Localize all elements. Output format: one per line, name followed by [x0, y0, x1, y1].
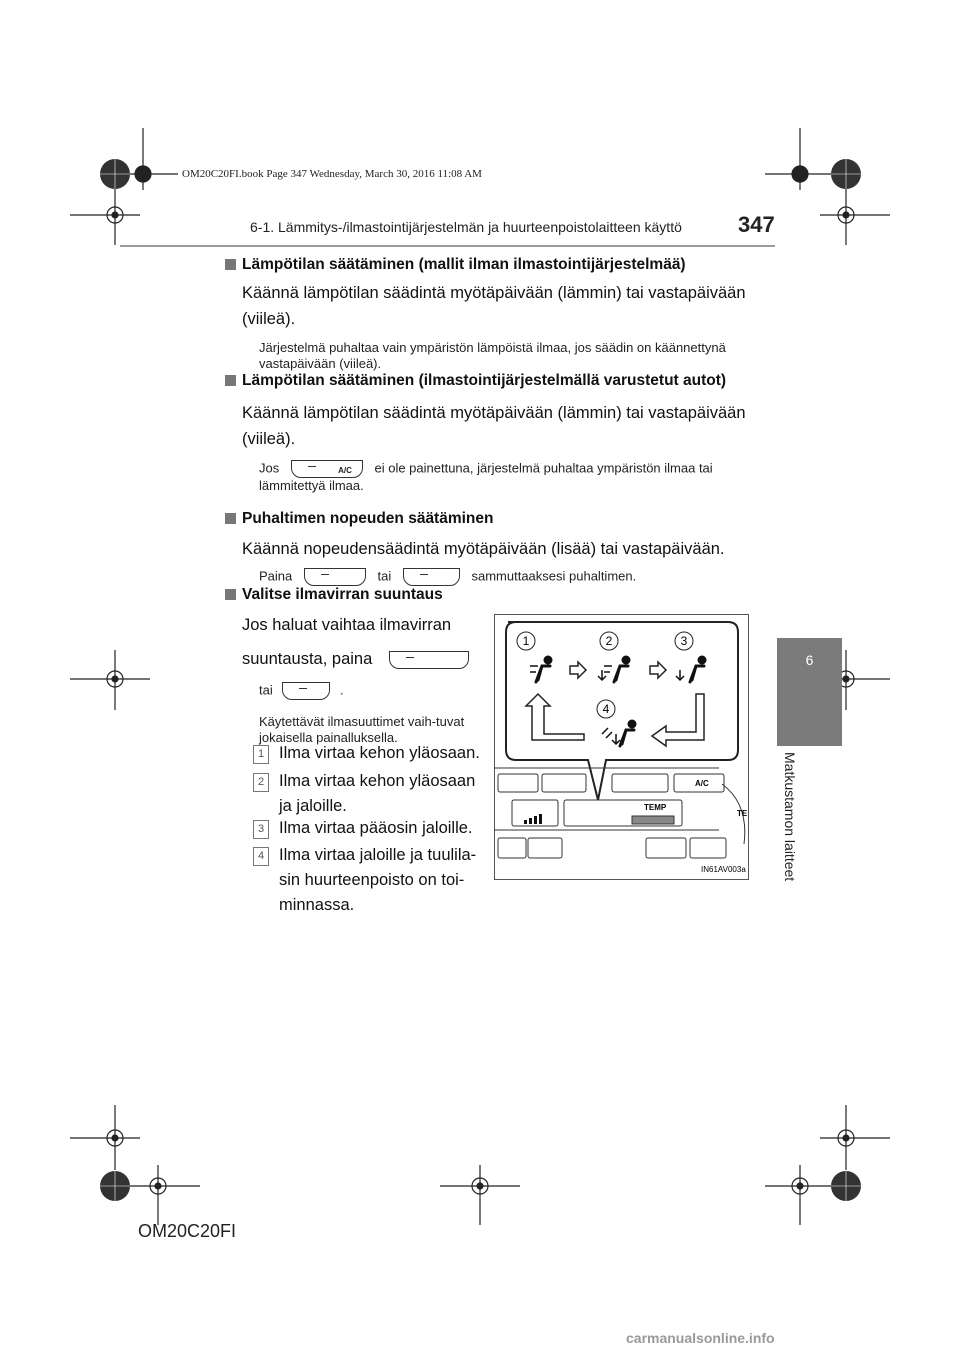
heading-fan-speed: Puhaltimen nopeuden säätäminen [242, 508, 747, 530]
note-temp-no-ac: Järjestelmä puhaltaa vain ympäristön lämpöistä ilmaa, jos säädin on käännettynä vastapäivään (viileä). [259, 340, 726, 371]
body-airflow-line3: tai . [259, 682, 487, 700]
heading-temp-no-ac: Lämpötilan säätäminen (mallit ilman ilmastointijärjestelmää) [242, 254, 747, 276]
callout-3: 3 [680, 634, 688, 648]
square-bullet-icon [225, 589, 236, 600]
mode-number: 2 [253, 773, 269, 792]
mode-item-4: 4 Ilma virtaa jaloille ja tuulila-sin huurteenpoisto on toi-minnassa. [250, 843, 490, 918]
book-stamp: OM20C20FI.book Page 347 Wednesday, March 30, 2016 11:08 AM [182, 168, 482, 180]
mode-item-1: 1 Ilma virtaa kehon yläosaan. [250, 741, 490, 766]
airflow-mode-button-icon-2 [282, 682, 330, 700]
square-bullet-icon [225, 375, 236, 386]
airflow-mode-button-icon [389, 651, 469, 669]
panel-temp-label: TEMP [644, 803, 667, 812]
chapter-number: 6 [805, 652, 814, 668]
heading-temp-ac: Lämpötilan säätäminen (ilmastointijärjestelmällä varustetut autot) [242, 370, 747, 392]
square-bullet-icon [225, 513, 236, 524]
body-airflow-line2: suuntausta, paina [242, 646, 487, 672]
panel-edge-label: TE [737, 809, 748, 818]
note-fan-speed: Paina tai sammuttaaksesi puhaltimen. [259, 568, 747, 586]
panel-ac-label: A/C [695, 779, 709, 788]
block-airflow [242, 584, 487, 746]
callout-2: 2 [605, 634, 613, 648]
body-airflow-line1: Jos haluat vaihtaa ilmavirran [242, 616, 452, 634]
mode-number: 3 [253, 820, 269, 839]
body-fan-speed: Käännä nopeudensäädintä myötäpäivään (lisää) tai vastapäivään. [242, 540, 725, 558]
header-rule [120, 245, 775, 247]
ac-button-icon: A/C [291, 460, 363, 478]
watermark: carmanualsonline.info [626, 1330, 775, 1346]
section-title: 6-1. Lämmitys-/ilmastointijärjestelmän ja huurteenpoistolaitteen käyttö [250, 219, 682, 235]
mode-item-2: 2 Ilma virtaa kehon yläosaan ja jaloille. [250, 769, 490, 819]
mode-number: 1 [253, 745, 269, 764]
body-temp-no-ac: Käännä lämpötilan säädintä myötäpäivään (lämmin) tai vastapäivään (viileä). [242, 284, 746, 328]
figure-code: IN61AV003a [701, 865, 746, 874]
heading-airflow: Valitse ilmavirran suuntaus [242, 584, 487, 606]
square-bullet-icon [225, 259, 236, 270]
mode-item-3: 3 Ilma virtaa pääosin jaloille. [250, 816, 490, 841]
block-temp-no-ac [242, 254, 747, 372]
page-number: 347 [738, 212, 775, 237]
chapter-title: Matkustamon laitteet [782, 752, 798, 882]
callout-4: 4 [602, 702, 610, 716]
mode-number: 4 [253, 847, 269, 866]
airflow-mode-figure [494, 614, 749, 880]
note-temp-ac: Jos A/C ei ole painettuna, järjestelmä puhaltaa ympäristön ilmaa tai lämmitettyä ilmaa. [259, 460, 713, 493]
block-temp-ac [242, 370, 747, 494]
manual-code: OM20C20FI [138, 1221, 237, 1241]
block-fan-speed [242, 508, 747, 586]
body-temp-ac: Käännä lämpötilan säädintä myötäpäivään (lämmin) tai vastapäivään (viileä). [242, 404, 746, 448]
note-airflow: Käytettävät ilmasuuttimet vaih-tuvat jokaisella painalluksella. [259, 714, 465, 745]
callout-1: 1 [522, 634, 530, 648]
